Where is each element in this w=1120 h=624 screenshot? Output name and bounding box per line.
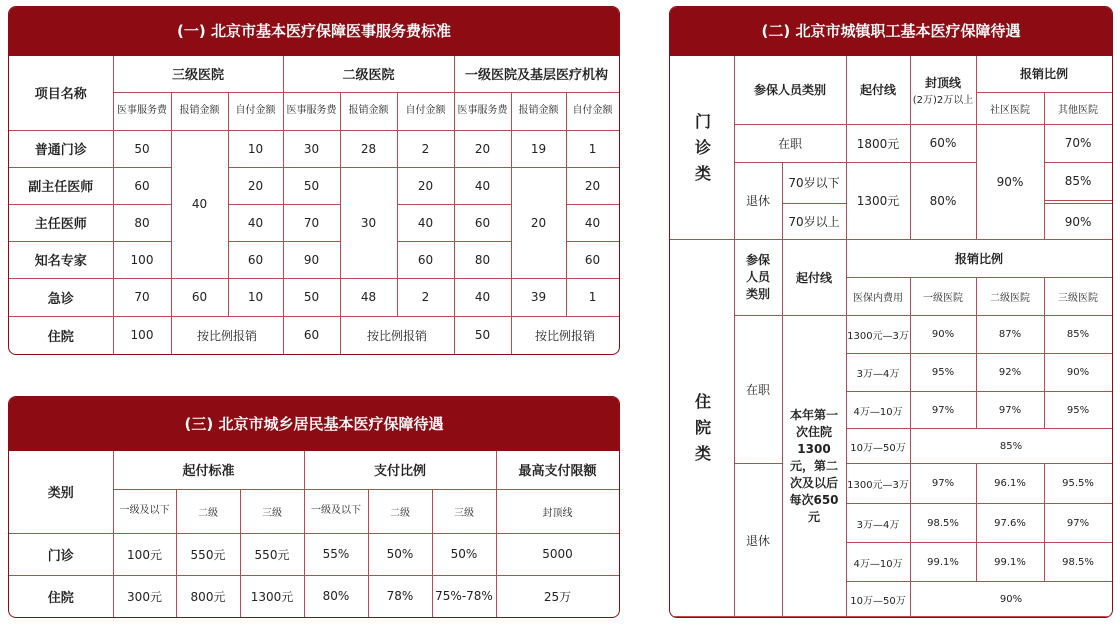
t3-cell: 80% <box>304 575 368 617</box>
t2-ip-cell: 97% <box>910 464 976 504</box>
t2-op-header-category: 参保人员类别 <box>734 56 846 124</box>
t3-cell: 75%-78% <box>432 575 496 617</box>
t1-sub-fee: 医事服务费 <box>283 92 340 130</box>
t1-cell: 100 <box>113 241 171 278</box>
t2-ip-range: 4万—10万 <box>846 392 910 429</box>
t2-ip-header-range: 医保内费用 <box>846 278 910 316</box>
t2-ip-cell: 92% <box>976 354 1044 392</box>
t1-merged-reimb-l1: 20 <box>511 167 566 278</box>
t1-prop: 按比例报销 <box>511 316 619 354</box>
t2-ip-cell: 85% <box>1044 316 1112 354</box>
table-row <box>670 464 1112 504</box>
t2-op-cap-label: 封顶线 <box>925 75 962 90</box>
t1-cell: 20 <box>397 167 454 204</box>
t1-cell: 1 <box>566 278 619 316</box>
t1-header-level2: 二级医院 <box>283 56 454 92</box>
t3-cell: 100元 <box>113 533 176 575</box>
t1-row-name: 知名专家 <box>9 241 113 278</box>
t2-ip-header-l3: 三级医院 <box>1044 278 1112 316</box>
t2-ip-cell: 96.1% <box>976 464 1044 504</box>
t2-ip-cell: 97% <box>1044 504 1112 543</box>
table3-panel <box>8 396 620 618</box>
t2-ip-cell: 99.1% <box>910 543 976 582</box>
t1-cell: 100 <box>113 316 171 354</box>
t1-cell: 70 <box>283 204 340 241</box>
t3-header-ratio: 支付比例 <box>304 451 496 489</box>
t1-cell: 1 <box>566 130 619 167</box>
t2-ip-cell: 90% <box>910 316 976 354</box>
t2-ip-header-ratio: 报销比例 <box>846 240 1112 278</box>
table-row <box>670 162 1112 200</box>
t1-merged-reimb-l2: 30 <box>340 167 397 278</box>
t2-op-header-ratio: 报销比例 <box>976 56 1112 92</box>
t2-inpatient-label: 住院类 <box>670 240 734 617</box>
t2-ip-cell: 98.5% <box>1044 543 1112 582</box>
t2-op-over70: 70岁以上 <box>782 204 846 240</box>
t1-sub-self: 自付金额 <box>228 92 283 130</box>
t1-row-name: 急诊 <box>9 278 113 316</box>
t2-ip-cell: 97.6% <box>976 504 1044 543</box>
t1-cell: 19 <box>511 130 566 167</box>
t1-cell: 60 <box>228 241 283 278</box>
t2-ip-cell: 97% <box>976 392 1044 429</box>
table2-panel <box>669 6 1113 618</box>
t2-op-retired: 退休 <box>734 162 782 240</box>
t1-sub-self: 自付金额 <box>397 92 454 130</box>
table2 <box>670 56 1113 617</box>
t1-sub-reimb: 报销金额 <box>340 92 397 130</box>
t2-ip-range: 4万—10万 <box>846 543 910 582</box>
t3-sub-l3: 三级 <box>240 489 304 533</box>
t2-ip-cell: 97% <box>910 392 976 429</box>
t2-ip-range: 3万—4万 <box>846 354 910 392</box>
t2-ip-cell-all: 90% <box>910 582 1112 617</box>
t2-ip-cell-all: 85% <box>910 429 1112 464</box>
t1-header-item: 项目名称 <box>9 56 113 130</box>
t1-cell: 60 <box>171 278 228 316</box>
t1-cell: 39 <box>511 278 566 316</box>
t2-ip-cell: 95% <box>910 354 976 392</box>
t3-header-category: 类别 <box>9 451 113 533</box>
t2-ip-header-category: 参保人员类别 <box>734 240 782 316</box>
t3-cell: 1300元 <box>240 575 304 617</box>
t1-prop: 按比例报销 <box>171 316 283 354</box>
t1-cell: 30 <box>283 130 340 167</box>
table-row <box>670 124 1112 162</box>
t1-sub-fee: 医事服务费 <box>454 92 511 130</box>
t1-cell: 50 <box>283 278 340 316</box>
t2-ip-cell: 90% <box>1044 354 1112 392</box>
table-row <box>670 316 1112 354</box>
t2-op-header-cap <box>910 56 976 124</box>
t2-ip-header-l1: 一级医院 <box>910 278 976 316</box>
t1-cell: 50 <box>113 130 171 167</box>
t3-sub-l3: 三级 <box>432 489 496 533</box>
t3-sub-cap: 封顶线 <box>496 489 619 533</box>
t3-row-name: 门诊 <box>9 533 113 575</box>
t3-cell: 55% <box>304 533 368 575</box>
t1-cell: 10 <box>228 130 283 167</box>
t1-cell: 50 <box>283 167 340 204</box>
t1-cell: 10 <box>228 278 283 316</box>
t3-header-max: 最高支付限额 <box>496 451 619 489</box>
t1-sub-self: 自付金额 <box>566 92 619 130</box>
t1-header-level1: 一级医院及基层医疗机构 <box>454 56 619 92</box>
t2-ip-cell: 98.5% <box>910 504 976 543</box>
t1-cell: 28 <box>340 130 397 167</box>
t3-cell: 50% <box>432 533 496 575</box>
table-row <box>9 533 619 575</box>
t2-ip-header-l2: 二级医院 <box>976 278 1044 316</box>
t2-op-other-working: 70% <box>1044 124 1112 162</box>
t1-cell: 60 <box>283 316 340 354</box>
t2-ip-header-deductible: 起付线 <box>782 240 846 316</box>
t1-cell: 40 <box>228 204 283 241</box>
t2-op-other-over70: 90% <box>1044 204 1112 240</box>
t2-ip-range: 1300元—3万 <box>846 316 910 354</box>
t2-op-header-other: 其他医院 <box>1044 92 1112 124</box>
t2-ip-retired: 退休 <box>734 464 782 617</box>
t2-op-working-deduct: 1800元 <box>846 124 910 162</box>
t1-row-name: 副主任医师 <box>9 167 113 204</box>
t1-cell: 40 <box>454 278 511 316</box>
t1-cell: 2 <box>397 278 454 316</box>
t3-sub-l2: 二级 <box>176 489 240 533</box>
t3-cell: 800元 <box>176 575 240 617</box>
t2-op-cap-sub: (2万)2万以上 <box>912 94 974 106</box>
t3-sub-l1: 一级及以下 <box>304 489 368 533</box>
t1-cell: 40 <box>397 204 454 241</box>
t3-cell: 550元 <box>176 533 240 575</box>
t1-sub-fee: 医事服务费 <box>113 92 171 130</box>
t1-cell: 2 <box>397 130 454 167</box>
t2-ip-cell: 95% <box>1044 392 1112 429</box>
t2-op-retired-cap: 80% <box>910 162 976 240</box>
t2-op-community-ratio: 90% <box>976 124 1044 240</box>
table2-title: (二) 北京市城镇职工基本医疗保障待遇 <box>670 7 1112 56</box>
t2-ip-deductible-note: 本年第一次住院1300元，第二次及以后每次650元 <box>782 316 846 617</box>
t3-cell: 550元 <box>240 533 304 575</box>
t1-cell: 80 <box>454 241 511 278</box>
t1-cell: 70 <box>113 278 171 316</box>
t1-cell: 40 <box>454 167 511 204</box>
t2-op-retired-deduct: 1300元 <box>846 162 910 240</box>
t2-ip-cell: 99.1% <box>976 543 1044 582</box>
t1-cell: 20 <box>566 167 619 204</box>
t2-op-header-community: 社区医院 <box>976 92 1044 124</box>
t2-ip-range: 1300元—3万 <box>846 464 910 504</box>
table3 <box>9 451 620 618</box>
t1-prop: 按比例报销 <box>340 316 454 354</box>
t1-cell: 20 <box>228 167 283 204</box>
t1-row-name: 住院 <box>9 316 113 354</box>
t1-cell: 60 <box>566 241 619 278</box>
table1 <box>9 56 620 355</box>
t1-sub-reimb: 报销金额 <box>511 92 566 130</box>
t2-op-other-under70: 85% <box>1044 162 1112 200</box>
t3-sub-l1: 一级及以下 <box>113 489 176 533</box>
t2-ip-range: 10万—50万 <box>846 582 910 617</box>
t2-outpatient-label: 门诊类 <box>670 56 734 240</box>
t2-op-working: 在职 <box>734 124 846 162</box>
t1-cell: 60 <box>113 167 171 204</box>
t1-sub-reimb: 报销金额 <box>171 92 228 130</box>
t2-ip-cell: 87% <box>976 316 1044 354</box>
t2-ip-working: 在职 <box>734 316 782 464</box>
t3-cell: 300元 <box>113 575 176 617</box>
t1-cell: 20 <box>454 130 511 167</box>
t2-op-header-deductible: 起付线 <box>846 56 910 124</box>
t3-cell: 5000 <box>496 533 619 575</box>
t1-row-name: 主任医师 <box>9 204 113 241</box>
table-row <box>9 575 619 617</box>
t2-ip-range: 10万—50万 <box>846 429 910 464</box>
t1-merged-reimb-l3: 40 <box>171 130 228 278</box>
t3-header-deductible: 起付标准 <box>113 451 304 489</box>
table3-title: (三) 北京市城乡居民基本医疗保障待遇 <box>9 397 619 451</box>
t1-cell: 80 <box>113 204 171 241</box>
table-row <box>9 316 619 354</box>
table-row <box>9 167 619 204</box>
t1-row-name: 普通门诊 <box>9 130 113 167</box>
table-row <box>9 278 619 316</box>
t1-cell: 48 <box>340 278 397 316</box>
t2-ip-cell: 95.5% <box>1044 464 1112 504</box>
t2-ip-range: 3万—4万 <box>846 504 910 543</box>
t2-op-under70: 70岁以下 <box>782 162 846 204</box>
t1-cell: 40 <box>566 204 619 241</box>
table1-title: (一) 北京市基本医疗保障医事服务费标准 <box>9 7 619 56</box>
table-row <box>9 130 619 167</box>
t1-cell: 60 <box>397 241 454 278</box>
t2-op-working-cap: 60% <box>910 124 976 162</box>
t1-cell: 60 <box>454 204 511 241</box>
t3-cell: 78% <box>368 575 432 617</box>
t1-header-level3: 三级医院 <box>113 56 283 92</box>
t3-cell: 25万 <box>496 575 619 617</box>
table1-panel <box>8 6 620 355</box>
t3-cell: 50% <box>368 533 432 575</box>
t3-row-name: 住院 <box>9 575 113 617</box>
t1-cell: 90 <box>283 241 340 278</box>
t3-sub-l2: 二级 <box>368 489 432 533</box>
t1-cell: 50 <box>454 316 511 354</box>
